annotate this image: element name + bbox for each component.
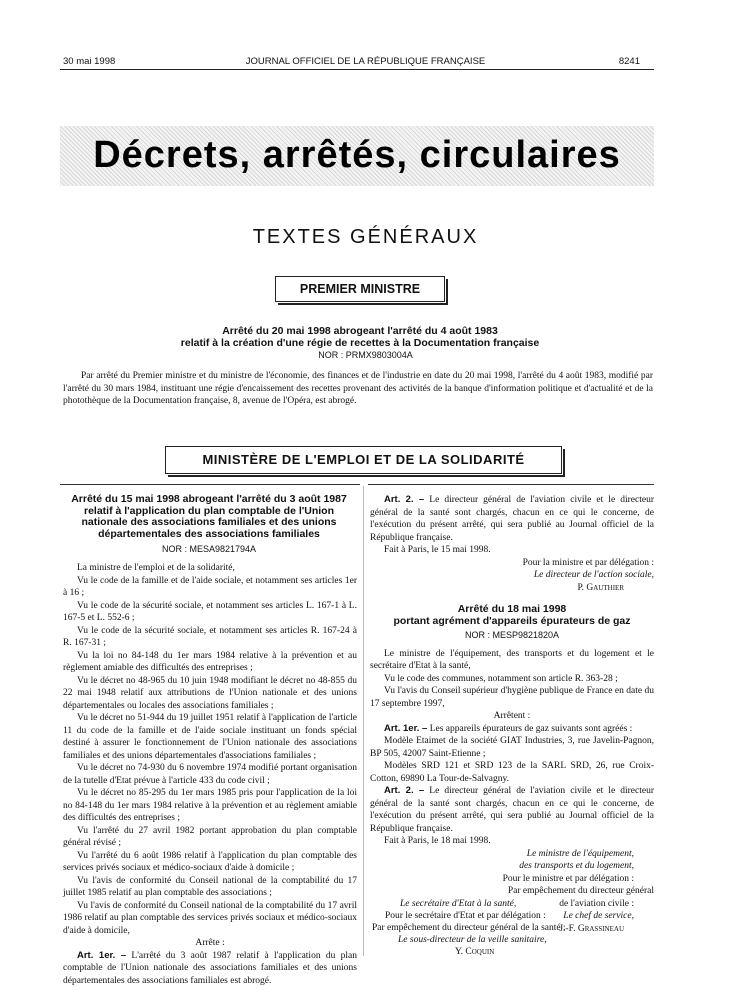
right-article-1 xyxy=(370,723,654,736)
right-article-2 xyxy=(370,494,654,544)
left-para: Vu l'arrêté du 27 avril 1982 portant approbation du plan comptable général révisé ; xyxy=(63,825,357,848)
left-para: Vu la loi no 84-148 du 1er mars 1984 relative à la prévention et au règlement amiable des difficultés des entreprises ; xyxy=(63,650,357,673)
header-date: 30 mai 1998 xyxy=(63,56,116,67)
left-para: Vu l'arrêté du 6 août 1986 relatif à l'application du plan comptable des services privés sociaux et médico-sociaux d'aide à domicile ; xyxy=(63,850,357,873)
arrete1-nor: NOR : PRMX9803004A xyxy=(318,350,413,360)
right-fait-2: Fait à Paris, le 18 mai 1998. xyxy=(384,836,491,846)
right-arrete2-title xyxy=(370,604,654,627)
left-para: Vu le code de la sécurité sociale, et notamment ses articles R. 167-24 à R. 167-31 ; xyxy=(63,625,357,648)
left-para: Vu l'avis de conformité du Conseil national de la comptabilité du 17 juillet 1985 relatif au plan comptable des associations ; xyxy=(63,875,357,898)
section-title: TEXTES GÉNÉRAUX xyxy=(252,226,479,248)
left-para: Vu le code de la sécurité sociale, et notamment ses articles L. 167-1 à L. 167-5 et L. 552-6 ; xyxy=(63,600,357,623)
arrete1-title-line1: Arrêté du 20 mai 1998 abrogeant l'arrêté du 4 août 1983 xyxy=(222,325,498,337)
left-column-rule xyxy=(60,484,360,485)
left-para: Vu l'avis de conformité du Conseil national de la comptabilité du 17 avril 1986 relatif au plan comptable des services privés sociaux et médico-sociaux d'aide à domicile, xyxy=(63,900,357,936)
left-para: Vu le code de la famille et de l'aide sociale, et notamment ses articles 1er à 16 ; xyxy=(63,575,357,598)
arrete1-title xyxy=(120,325,600,349)
bottom-sig-line2: Pour le secrétaire d'Etat et par délégation : xyxy=(385,911,546,921)
arrete1-body: Par arrêté du Premier ministre et du ministre de l'économie, des finances et de l'industrie en date du 20 mai 1998, l'arrêté du 4 août 1983, modifié par l'arrêté du 30 mars 1984, instituant une régie d'encaissement des recettes provenant des activités de la banque d'information politique et d'actualité et de la photothèque de la Documentation française, 8, avenue de l'Opéra, est abrogé. xyxy=(63,371,653,406)
right-art1-para3: Modèles SRD 121 et SRD 123 de la SARL SRD, 26, rue Croix-Cotton, 69890 La Tour-de-Salvagny. xyxy=(370,761,654,784)
ministry-box-emploi: MINISTÈRE DE L'EMPLOI ET DE LA SOLIDARITÉ xyxy=(165,446,562,474)
left-arrete-title: Arrêté du 15 mai 1998 abrogeant l'arrêté du 3 août 1987 relatif à l'application du plan comptable de l'Union nationale des associations familiales et des unions départementales des associations familiales xyxy=(71,493,347,540)
left-para: La ministre de l'emploi et de la solidarité, xyxy=(77,563,235,573)
right-sig2-line2: des transports et du logement, xyxy=(519,861,634,871)
arrete1-title-line2: relatif à la création d'une régie de recettes à la Documentation française xyxy=(180,337,540,349)
header-rule xyxy=(60,69,654,70)
left-arrete-verb: Arrête : xyxy=(195,938,225,948)
right-art2-label: Art. 2. – xyxy=(384,494,425,505)
left-art1-text: L'arrêté du 3 août 1987 relatif à l'application du plan comptable de l'Union nationale des associations familiales et des unions départementales des associations familiales est abrogé. xyxy=(63,950,357,986)
left-art1-label: Art. 1er. – xyxy=(77,949,127,961)
right-art2b-label: Art. 2. – xyxy=(384,785,425,796)
right-art1-text: Les appareils épurateurs de gaz suivants sont agréés : xyxy=(427,723,633,734)
banner-title: Décrets, arrêtés, circulaires xyxy=(93,134,621,176)
header-page-number: 8241 xyxy=(618,56,640,67)
right-column-rule xyxy=(368,484,654,485)
right-art1-para2: Modèle Etaimet de la société GIAT Industries, 3, rue Javelin-Pagnon, BP 505, 42007 Saint-Etienne ; xyxy=(370,736,654,759)
bottom-sig-line1: Le secrétaire d'Etat à la santé, xyxy=(400,899,517,909)
right-art2b-text: Le directeur général de l'aviation civile et le directeur général de la santé sont chargés, chacun en ce qui le concerne, de l'exécution du présent arrêté, qui sera publié au Journal officiel de la République française. xyxy=(370,786,654,834)
left-para: Vu le décret no 74-930 du 6 novembre 1974 modifié portant organisation de la tutelle d'Etat prévue à l'article 433 du code civil ; xyxy=(63,763,357,786)
right-article-2b xyxy=(370,785,654,835)
header-journal: JOURNAL OFFICIEL DE LA RÉPUBLIQUE FRANÇAISE xyxy=(245,56,486,67)
right-art1-label: Art. 1er. – xyxy=(384,722,428,734)
left-para: Vu le décret no 51-944 du 19 juillet 1951 relatif à l'application de l'article 11 du code de la famille et de l'aide sociale instituant un fonds spécial destiné à assurer le fonctionnement de l'Union nationale des associations familiales et des unions départementales d'associations familiales ; xyxy=(63,713,357,761)
right-sig1-line1: Pour la ministre et par délégation : xyxy=(522,557,654,568)
right-arrete2-title-line1: Arrêté du 18 mai 1998 xyxy=(457,603,567,615)
right-sig1-name: P. Gauthier xyxy=(577,582,624,593)
right-arrete2-nor: NOR : MESP9821820A xyxy=(464,630,560,640)
left-arrete-nor: NOR : MESA9821794A xyxy=(161,544,257,554)
right-sig2-line5: de l'aviation civile : xyxy=(559,898,634,909)
bottom-sig-line4: Le sous-directeur de la veille sanitaire, xyxy=(398,935,547,945)
right-sig2-line6: Le chef de service, xyxy=(563,911,634,921)
right-para: Le ministre de l'équipement, des transports et du logement et le secrétaire d'Etat à la santé, xyxy=(370,648,654,671)
left-para: Vu le décret no 48-965 du 10 juin 1948 modifiant le décret no 48-855 du 22 mai 1948 relatif aux attributions de l'Union nationale et des unions départementales ou locales des associations familiales ; xyxy=(63,675,357,711)
left-para: Vu le décret no 85-295 du 1er mars 1985 pris pour l'application de la loi no 84-148 du 1er mars 1984 relative à la prévention et au règlement amiable des difficultés des entreprises ; xyxy=(63,788,357,823)
bottom-sig-line3: Par empêchement du directeur général de la santé : xyxy=(372,923,566,933)
ministry-box-premier-ministre: PREMIER MINISTRE xyxy=(275,276,445,302)
right-sig2-line4: Par empêchement du directeur général xyxy=(507,886,654,896)
bottom-sig-name: Y. Coquin xyxy=(455,947,495,957)
right-art2-text: Le directeur général de l'aviation civile et le directeur général de la santé sont chargés, chacun en ce qui le concerne, de l'exécution du présent arrêté, qui sera publié au Journal officiel de la République française. xyxy=(370,495,654,543)
section-banner xyxy=(60,126,654,186)
right-column-body xyxy=(370,494,654,935)
right-arretent: Arrêtent : xyxy=(493,711,531,721)
right-para: Vu le code des communes, notamment son article R. 363-28 ; xyxy=(384,673,618,684)
right-sig2-line1: Le ministre de l'équipement, xyxy=(526,848,634,859)
column-separator xyxy=(363,486,364,956)
right-sig2-line3: Pour le ministre et par délégation : xyxy=(502,873,634,884)
right-fait-1: Fait à Paris, le 15 mai 1998. xyxy=(384,545,491,555)
right-para: Vu l'avis du Conseil supérieur d'hygiène publique de France en date du 17 septembre 1997, xyxy=(370,686,654,709)
right-sig2-name: J.-F. Grassineau xyxy=(559,923,624,934)
right-arrete2-title-line2: portant agrément d'appareils épurateurs de gaz xyxy=(393,614,631,627)
bottom-signature xyxy=(250,898,660,958)
right-sig1-line2: Le directeur de l'action sociale, xyxy=(533,570,654,580)
